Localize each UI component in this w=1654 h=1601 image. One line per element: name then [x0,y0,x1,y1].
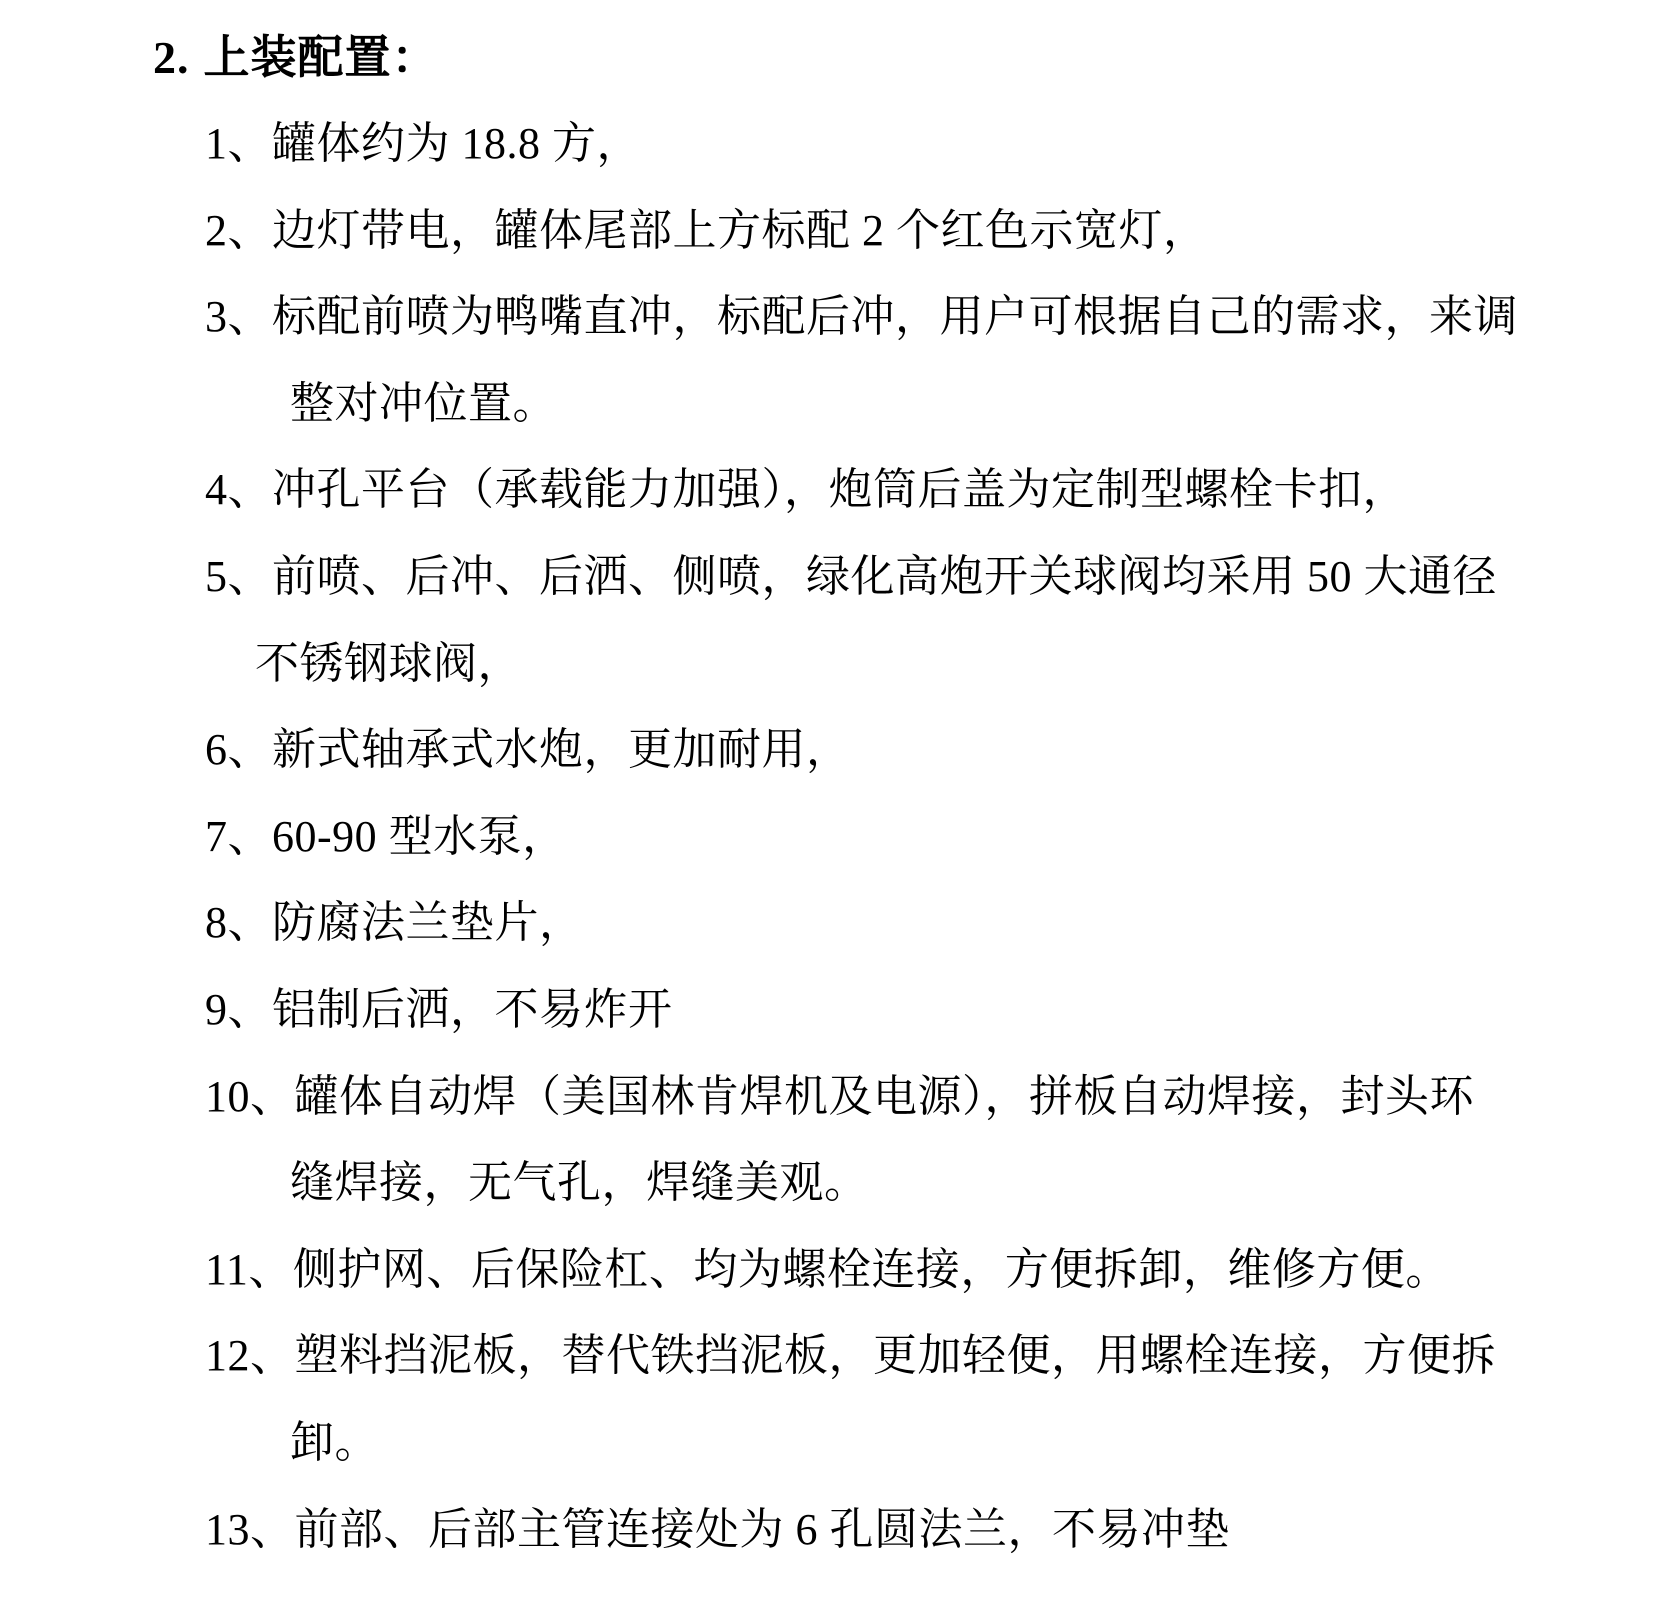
list-line-12-cont: 卸。 [290,1417,379,1467]
list-line-10-cont: 缝焊接，无气孔，焊缝美观。 [290,1158,869,1208]
list-line-5: 5、前喷、后冲、后洒、侧喷，绿化高炮开关球阀均采用 50 大通径 [205,551,1497,601]
list-line-4: 4、冲孔平台（承载能力加强），炮筒后盖为定制型螺栓卡扣， [205,465,1407,515]
list-line-2: 2、边灯带电，罐体尾部上方标配 2 个红色示宽灯， [205,205,1208,255]
list-line-7: 7、60-90 型水泵， [205,811,567,861]
list-line-6: 6、新式轴承式水炮，更加耐用， [205,725,851,775]
list-line-3: 3、标配前喷为鸭嘴直冲，标配后冲，用户可根据自己的需求，来调 [205,292,1518,342]
section-heading [0,14,1654,101]
section-heading-number: 2. [153,32,190,83]
list-line-9: 9、铝制后洒，不易炸开 [205,984,673,1034]
list-line-8: 8、防腐法兰垫片， [205,898,584,948]
list-line-3-cont: 整对冲位置。 [290,378,557,428]
list-line-12: 12、塑料挡泥板，替代铁挡泥板，更加轻便，用螺栓连接，方便拆 [205,1331,1496,1381]
list-line-13: 13、前部、后部主管连接处为 6 孔圆法兰，不易冲垫 [205,1504,1230,1554]
list-line-11: 11、侧护网、后保险杠、均为螺栓连接，方便拆卸，维修方便。 [205,1244,1450,1294]
section-heading-title: 上装配置： [203,31,439,83]
list-line-10: 10、罐体自动焊（美国林肯焊机及电源），拼板自动焊接，封头环 [205,1071,1474,1121]
list-line-1: 1、罐体约为 18.8 方， [205,119,641,168]
list-line-5-cont: 不锈钢球阀， [255,638,522,688]
